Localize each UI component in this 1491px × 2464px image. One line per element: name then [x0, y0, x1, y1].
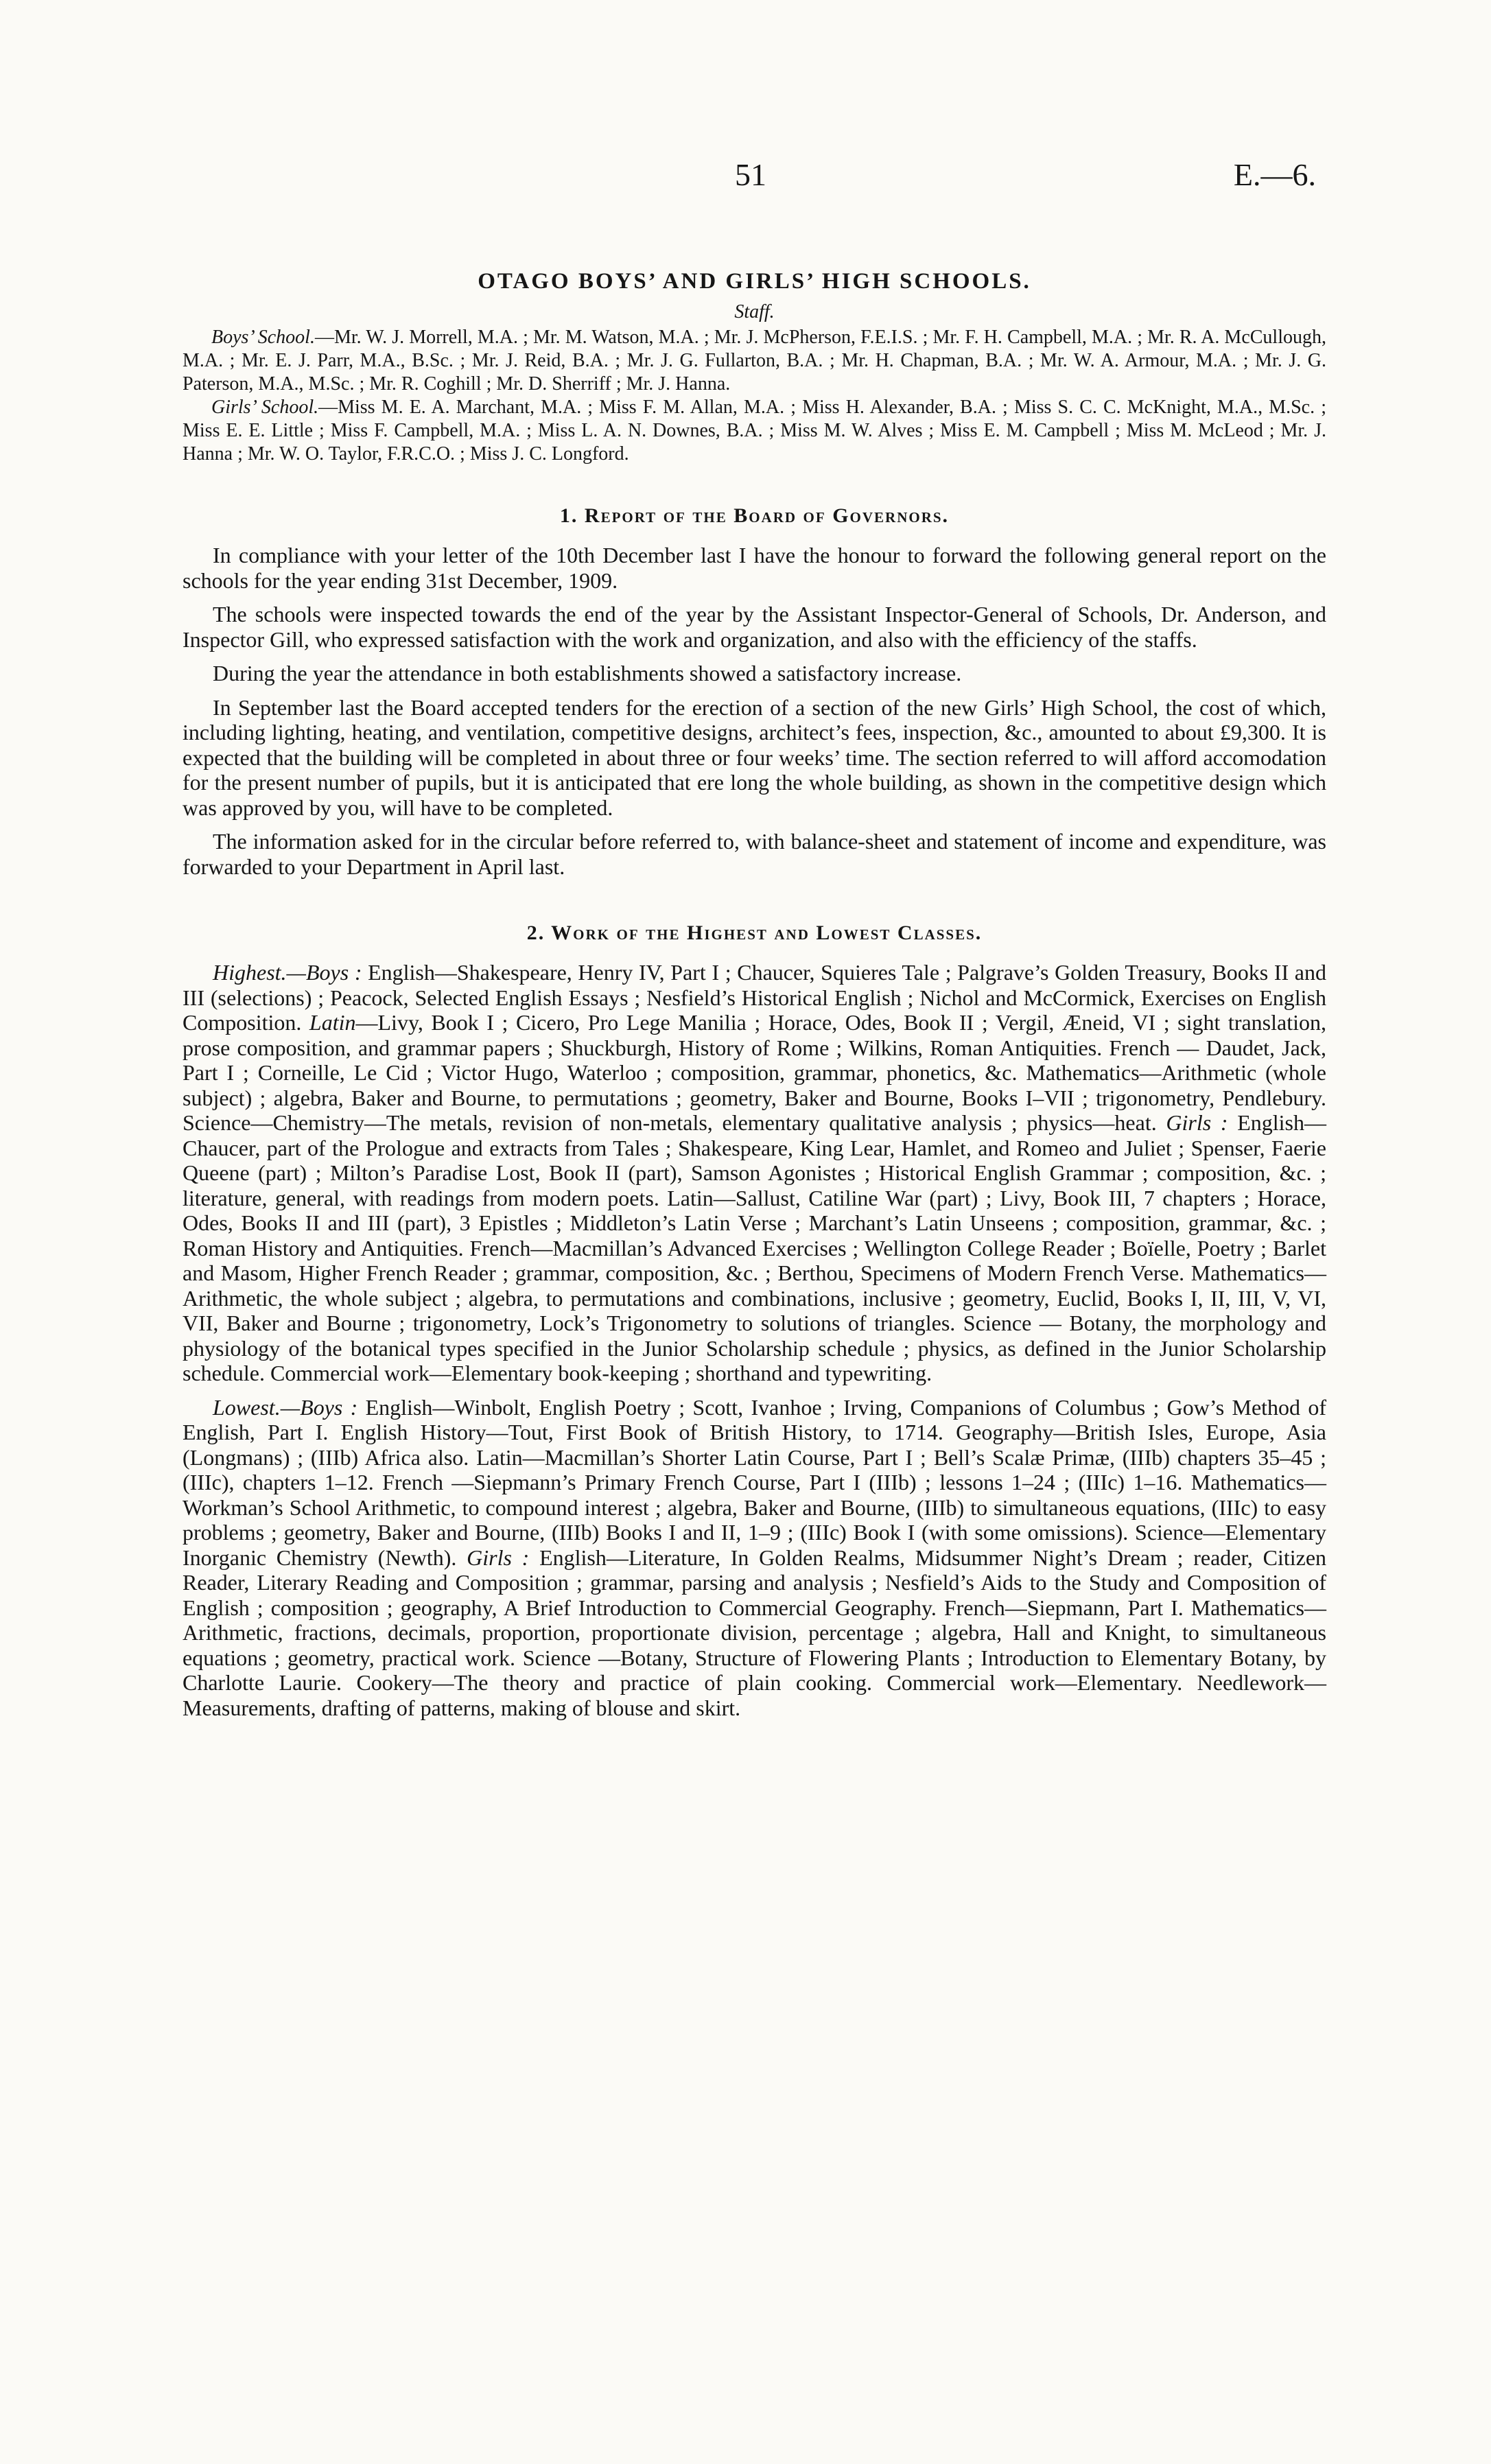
lowest-boys-label: Lowest.—Boys :: [213, 1394, 358, 1420]
girls-school-staff: [183, 396, 1326, 466]
highest-boys-label: Highest.—Boys :: [213, 960, 362, 985]
section-2-heading: 2. Work of the Highest and Lowest Classes.: [526, 922, 983, 944]
page-header: [185, 156, 1316, 198]
latin-label: Latin: [309, 1010, 356, 1035]
girls-school-label: Girls’ School.: [211, 397, 319, 418]
boys-school-staff: [183, 326, 1326, 396]
page-body: [183, 269, 1326, 1729]
highest-girls-curriculum: English—Chaucer, part of the Prologue and extracts from Tales ; Shakespeare, King Lear, Hamlet, and Romeo and Juliet ; Spenser, Faerie Queene (part) ; Milton’s Paradise Lost, Book II (part), Samson Agonistes ; Historical English Grammar ; composition, &c. ; literature, general, with readings from modern poets. Latin—Sallust, Catiline War (part) ; Livy, Book III, 7 chapters ; Horace, Odes, Books II and III (part), 3 Epistles ; Middleton’s Latin Verse ; Marchant’s Latin Unseens ; composition, grammar, &c. ; Roman History and Antiquities. French—Macmillan’s Advanced Exercises ; Wellington College Reader ; Boïelle, Poetry ; Barlet and Masom, Higher French Reader ; grammar, composition, &c. ; Berthou, Specimens of Modern French Verse. Mathematics—Arithmetic, the whole subject ; algebra, to permutations and combinations, inclusive ; geometry, Euclid, Books I, II, III, V, VI, VII, Baker and Bourne ; trigonometry, Lock’s Trigonometry to solutions of triangles. Science — Botany, the morphology and physiology of the botanical types specified in the Junior Scholarship schedule ; physics, as defined in the Junior Scholarship schedule. Commercial work—Elementary book-keeping ; shorthand and typewriting.: [183, 1110, 1327, 1385]
girls-school-staff-list: —Miss M. E. A. Marchant, M.A. ; Miss F. M. Allan, M.A. ; Miss H. Alexander, B.A. ; Miss S. C. C. McKnight, M.A., M.Sc. ; Miss E. E. Little ; Miss F. Campbell, M.A. ; Miss L. A. N. Downes, B.A. ; Miss M. W. Alves ; Miss E. M. Campbell ; Miss M. McLeod ; Mr. J. Hanna ; Mr. W. O. Taylor, F.R.C.O. ; Miss J. C. Longford.: [183, 397, 1326, 465]
lowest-boys-curriculum: English—Winbolt, English Poetry ; Scott, Ivanhoe ; Irving, Companions of Columbus ; Gow’s Method of English, Part I. English History—Tout, First Book of British History, to 1714. Geography—British Isles, Europe, Asia (Longmans) ; (IIIb) Africa also. Latin—Macmillan’s Shorter Latin Course, Part I ; Bell’s Scalæ Primæ, (IIIb) chapters 35–45 ; (IIIc), chapters 1–12. French —Siepmann’s Primary French Course, Part I (IIIb) ; lessons 1–24 ; (IIIc) 1–16. Mathematics—Workman’s School Arithmetic, to compound interest ; algebra, Baker and Bourne, (IIIb) to simultaneous equations, (IIIc) to easy problems ; geometry, Baker and Bourne, (IIIb) Books I and II, 1–9 ; (IIIc) Book I (with some omissions). Science—Elementary Inorganic Chemistry (Newth).: [183, 1394, 1327, 1570]
report-paragraph: In September last the Board accepted tenders for the erection of a section of the new Girls’ High School, the cost of which, including lighting, heating, and ventilation, competitive designs, architect’s fees, inspection, &c., amounted to about £9,300. It is expected that the building will be completed in about three or four weeks’ time. The section referred to will afford accomodation for the present number of pupils, but it is anticipated that ere long the whole building, as shown in the competitive design which was approved by you, will have to be completed.: [183, 694, 1326, 820]
section-1-heading: 1. Report of the Board of Governors.: [559, 504, 950, 527]
highest-boys-english: English—Shakespeare, Henry IV, Part I ; Chaucer, Squieres Tale ; Palgrave’s Golden Treasury, Books II and III (selections) ; Peacock, Selected English Essays ; Nesfield’s Historical English ; Nichol and McCormick, Exercises on English Composition.: [183, 960, 1327, 1035]
report-paragraph: The information asked for in the circular before referred to, with balance-sheet and statement of income and expenditure, was forwarded to your Department in April last.: [183, 829, 1326, 879]
boys-school-staff-list: —Mr. W. J. Morrell, M.A. ; Mr. M. Watson, M.A. ; Mr. J. McPherson, F.E.I.S. ; Mr. F. H. Campbell, M.A. ; Mr. R. A. McCullough, M.A. ; Mr. E. J. Parr, M.A., B.Sc. ; Mr. J. Reid, B.A. ; Mr. J. G. Fullarton, B.A. ; Mr. H. Chapman, B.A. ; Mr. W. A. Armour, M.A. ; Mr. J. G. Paterson, M.A., M.Sc. ; Mr. R. Coghill ; Mr. D. Sherriff ; Mr. J. Hanna.: [183, 327, 1326, 395]
staff-heading: Staff.: [734, 301, 775, 322]
lowest-classes-paragraph: [183, 1395, 1326, 1721]
highest-girls-label: Girls :: [1166, 1110, 1228, 1135]
report-paragraph: In compliance with your letter of the 10th December last I have the honour to forward the following general report on the schools for the year ending 31st December, 1909.: [183, 543, 1326, 593]
highest-classes-paragraph: [183, 960, 1326, 1386]
report-paragraph: During the year the attendance in both establishments showed a satisfactory increase.: [213, 661, 962, 685]
lowest-girls-label: Girls :: [467, 1545, 530, 1570]
lowest-girls-curriculum: English—Literature, In Golden Realms, Midsummer Night’s Dream ; reader, Citizen Reader, Literary Reading and Composition ; grammar, parsing and analysis ; Nesfield’s Aids to the Study and Composition of English ; composition ; geography, A Brief Introduction to Commercial Geography. French—Siepmann, Part I. Mathematics—Arithmetic, fractions, decimals, proportion, proportionate division, percentage ; algebra, Hall and Knight, to simultaneous equations ; geometry, practical work. Science —Botany, Structure of Flowering Plants ; Introduction to Elementary Botany, by Charlotte Laurie. Cookery—The theory and practice of plain cooking. Commercial work—Elementary. Needlework—Measurements, drafting of patterns, making of blouse and skirt.: [183, 1545, 1327, 1720]
document-reference: E.—6.: [1233, 157, 1316, 192]
boys-school-label: Boys’ School.: [211, 327, 315, 348]
highest-boys-curriculum: —Livy, Book I ; Cicero, Pro Lege Manilia ; Horace, Odes, Book II ; Vergil, Æneid, VI ; sight translation, prose composition, and grammar papers ; Shuckburgh, History of Rome ; Wilkins, Roman Antiquities. French — Daudet, Jack, Part I ; Corneille, Le Cid ; Victor Hugo, Waterloo ; composition, grammar, phonetics, &c. Mathematics—Arithmetic (whole subject) ; algebra, Baker and Bourne, to permutations ; geometry, Baker and Bourne, Books I–VII ; trigonometry, Pendlebury. Science—Chemistry—The metals, revision of non-metals, elementary qualitative analysis ; physics—heat.: [183, 1010, 1327, 1135]
report-paragraph: The schools were inspected towards the end of the year by the Assistant Inspector-General of Schools, Dr. Anderson, and Inspector Gill, who expressed satisfaction with the work and organization, and also with the efficiency of the staffs.: [183, 602, 1326, 652]
page-number: 51: [735, 157, 766, 192]
document-title: OTAGO BOYS’ AND GIRLS’ HIGH SCHOOLS.: [478, 269, 1031, 294]
